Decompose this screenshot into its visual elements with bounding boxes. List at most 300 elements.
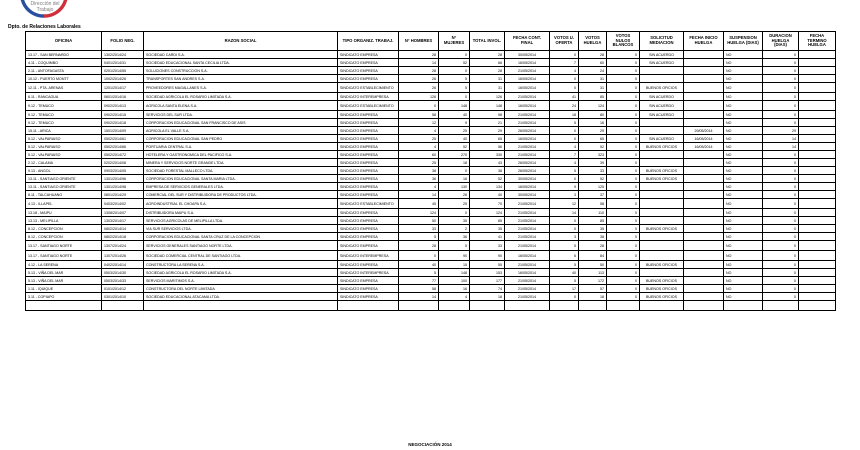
table-cell: 30/05/2014 <box>505 191 550 199</box>
table-row <box>26 159 836 167</box>
table-cell: 12 <box>550 199 579 209</box>
table-cell: 28 <box>399 241 439 251</box>
table-row <box>26 119 836 127</box>
table-cell: NO <box>724 293 763 301</box>
table-cell: 0 <box>550 175 579 183</box>
table-cell: BUENOS OFICIOS <box>640 175 684 183</box>
table-cell: 0902/2014/13 <box>102 101 144 111</box>
table-cell: 21/05/2014 <box>505 199 550 209</box>
table-cell: 52 <box>579 143 607 151</box>
empty-table-row <box>26 301 836 311</box>
table-cell: BUENOS OFICIOS <box>640 225 684 233</box>
table-cell: 5 <box>550 167 579 175</box>
table-cell: SINDICATO EMPRESA <box>338 183 399 191</box>
table-cell: 50 <box>399 217 439 225</box>
table-cell <box>640 191 684 199</box>
empty-cell <box>470 301 505 311</box>
table-cell: SOCIEDAD COMERCIAL CENTRAL DE SANTIAGO LTDA. <box>144 251 338 261</box>
table-cell: 15 <box>439 261 470 269</box>
table-cell <box>684 241 724 251</box>
table-cell: 0 <box>607 175 640 183</box>
table-cell: 28 <box>579 51 607 59</box>
table-cell: 21/05/2014 <box>505 261 550 269</box>
table-cell: AGRICOLA EL VALLE S.A. <box>144 127 338 135</box>
table-row <box>26 135 836 143</box>
table-cell <box>640 127 684 135</box>
table-row <box>26 183 836 191</box>
table-cell: COMERCIAL DEL SUR Y DISTRIBUIDORA DE PRODUCTOS LTDA. <box>144 191 338 199</box>
table-cell: 0 <box>439 167 470 175</box>
table-cell <box>799 293 836 301</box>
table-cell: SINDICATO EMPRESA <box>338 67 399 75</box>
table-cell: 0 <box>763 241 799 251</box>
table-cell <box>684 217 724 225</box>
table-cell: NO <box>724 101 763 111</box>
column-header: FECHA TERMINO HUELGA <box>799 32 836 51</box>
empty-cell <box>684 301 724 311</box>
table-cell: 5 <box>439 83 470 93</box>
table-cell: NO <box>724 241 763 251</box>
table-cell: SINDICATO EMPRESA <box>338 119 399 127</box>
table-cell: CONSTRUCTORA DEL NORTE LIMITADA <box>144 285 338 293</box>
table-cell: 0 <box>439 51 470 59</box>
table-cell: 0 <box>607 135 640 143</box>
table-cell: NO <box>724 183 763 191</box>
table-cell <box>684 293 724 301</box>
empty-cell <box>144 301 338 311</box>
table-cell: 21 <box>470 119 505 127</box>
empty-cell <box>607 301 640 311</box>
table-cell: 177 <box>470 277 505 285</box>
table-cell: 84 <box>579 251 607 261</box>
table-cell: 26/05/2014 <box>505 127 550 135</box>
table-cell: SINDICATO INTEREMPRESA <box>338 93 399 101</box>
table-cell: SIN ACUERDO <box>640 111 684 119</box>
table-cell: 5 <box>550 241 579 251</box>
table-cell: 0 <box>763 93 799 101</box>
table-cell: SINDICATO EMPRESA <box>338 59 399 67</box>
table-cell: 113 <box>579 269 607 277</box>
table-cell: NO <box>724 159 763 167</box>
table-cell: 0 <box>763 175 799 183</box>
table-cell: SINDICATO EMPRESA <box>338 285 399 293</box>
table-cell: 21/05/2014 <box>505 209 550 217</box>
table-cell: 0503/2014/33 <box>102 277 144 285</box>
table-cell: 98 <box>470 111 505 119</box>
table-cell <box>684 93 724 101</box>
table-cell <box>684 111 724 119</box>
table-cell: 28 <box>470 51 505 59</box>
table-cell: SINDICATO EMPRESA <box>338 209 399 217</box>
table-cell: SINDICATO EMPRESA <box>338 241 399 251</box>
table-cell: 85 <box>579 217 607 225</box>
table-cell: 5.12 - VALPARAISO <box>26 151 102 159</box>
table-cell <box>799 111 836 119</box>
column-header: FOLIO NEG. <box>102 32 144 51</box>
table-row <box>26 251 836 261</box>
table-cell: 0 <box>607 209 640 217</box>
table-cell: SINDICATO EMPRESA <box>338 127 399 135</box>
table-cell: 4 <box>399 127 439 135</box>
table-cell: 0 <box>763 191 799 199</box>
table-cell: 60 <box>579 59 607 67</box>
table-cell <box>640 151 684 159</box>
column-header: SUSPENSION HUELGA (DIAS) <box>724 32 763 51</box>
table-cell: 270 <box>439 151 470 159</box>
table-cell <box>684 159 724 167</box>
table-cell <box>640 75 684 83</box>
table-cell: 28 <box>470 67 505 75</box>
table-cell: 0 <box>607 217 640 225</box>
table-cell: NO <box>724 51 763 59</box>
table-cell: 0 <box>607 93 640 101</box>
table-cell: 80 <box>579 111 607 119</box>
table-cell: 40 <box>399 261 439 269</box>
table-cell: 0101/2014/12 <box>102 285 144 293</box>
table-cell: 0 <box>763 51 799 59</box>
table-cell <box>684 175 724 183</box>
table-cell: 36 <box>439 233 470 241</box>
table-cell: 31 <box>579 75 607 83</box>
table-cell <box>799 175 836 183</box>
table-cell: 18 <box>579 293 607 301</box>
table-cell: 14 <box>763 135 799 143</box>
table-cell: 0 <box>763 151 799 159</box>
table-cell <box>799 135 836 143</box>
table-cell: 126 <box>399 93 439 101</box>
table-cell <box>640 209 684 217</box>
table-cell <box>640 269 684 277</box>
table-row <box>26 67 836 75</box>
table-cell: 125 <box>579 183 607 191</box>
table-cell: 21/05/2014 <box>505 93 550 101</box>
table-row <box>26 285 836 293</box>
table-cell <box>799 233 836 241</box>
table-cell: 1301/2014/96 <box>102 175 144 183</box>
table-cell: 4 <box>550 159 579 167</box>
table-cell: 1307/2014/24 <box>102 241 144 251</box>
table-cell: 29/05/2014 <box>684 127 724 135</box>
table-cell: 0 <box>607 285 640 293</box>
column-header: TOTAL INVOL. <box>470 32 505 51</box>
table-row <box>26 225 836 233</box>
table-cell: 29 <box>579 127 607 135</box>
table-cell <box>640 159 684 167</box>
negotiations-table <box>25 31 836 311</box>
table-cell: NO <box>724 119 763 127</box>
table-cell: NO <box>724 59 763 67</box>
table-cell: 70 <box>470 199 505 209</box>
table-cell <box>799 277 836 285</box>
table-cell <box>799 191 836 199</box>
table-cell <box>684 233 724 241</box>
table-cell: 0 <box>550 83 579 93</box>
table-cell: 148 <box>439 269 470 277</box>
table-cell: 0 <box>763 277 799 285</box>
table-cell: 0 <box>763 209 799 217</box>
table-cell <box>799 119 836 127</box>
table-cell: 0 <box>607 75 640 83</box>
table-cell: 21/05/2014 <box>505 285 550 293</box>
table-cell <box>799 143 836 151</box>
table-cell: NO <box>724 67 763 75</box>
table-cell: 41 <box>550 93 579 101</box>
table-cell: SOCIEDAD FORESTAL MALLECO LTDA. <box>144 167 338 175</box>
table-cell <box>799 285 836 293</box>
table-cell: 0902/2014/18 <box>102 119 144 127</box>
table-cell: 1.11 - IQUIQUE <box>26 285 102 293</box>
table-cell <box>684 261 724 269</box>
table-cell: 5.13 - VIÑA DEL MAR <box>26 277 102 285</box>
table-cell: 1303/2014/17 <box>102 217 144 225</box>
table-cell: 85 <box>579 93 607 101</box>
table-cell <box>799 59 836 67</box>
table-cell: 0503/2014/30 <box>102 269 144 277</box>
table-cell: 0201/2014/55 <box>102 67 144 75</box>
table-row <box>26 151 836 159</box>
table-cell: PROVEEDORES MAGALLANES S.A. <box>144 83 338 93</box>
table-cell <box>799 151 836 159</box>
table-cell: 0802/2014/18 <box>102 233 144 241</box>
table-cell <box>640 241 684 251</box>
table-cell: NO <box>724 251 763 261</box>
table-cell: 90 <box>439 251 470 261</box>
table-cell <box>684 75 724 83</box>
table-row <box>26 175 836 183</box>
table-cell: NO <box>724 285 763 293</box>
table-cell: 35 <box>470 225 505 233</box>
table-cell: 13.17 - SANTIAGO NORTE <box>26 251 102 261</box>
table-cell: NO <box>724 217 763 225</box>
table-cell: 0 <box>763 167 799 175</box>
column-header: VOTOS U. OFERTA <box>550 32 579 51</box>
table-cell: SERVICIOS AGRICOLAS DE MELIPILLA LTDA. <box>144 217 338 225</box>
table-cell: 6.11 - RANCAGUA <box>26 93 102 101</box>
table-cell <box>684 269 724 277</box>
table-cell: NO <box>724 75 763 83</box>
table-cell <box>640 217 684 225</box>
table-cell: NO <box>724 93 763 101</box>
table-cell <box>799 167 836 175</box>
empty-cell <box>579 301 607 311</box>
table-cell: 0 <box>763 83 799 93</box>
table-cell: 0502/2014/72 <box>102 151 144 159</box>
column-header: VOTOS NULOS BLANCOS <box>607 32 640 51</box>
column-header: FECHA INICIO HUELGA <box>684 32 724 51</box>
table-body <box>26 51 836 311</box>
table-cell: 0 <box>763 67 799 75</box>
table-cell: 35 <box>439 217 470 225</box>
table-cell: 0903/2014/05 <box>102 167 144 175</box>
table-cell: NO <box>724 233 763 241</box>
table-cell: EMPRESA DE SERVICIOS GENERALES LTDA. <box>144 183 338 191</box>
table-cell: BUENOS OFICIOS <box>640 293 684 301</box>
table-cell: 124 <box>470 209 505 217</box>
table-cell: NO <box>724 269 763 277</box>
table-row <box>26 269 836 277</box>
table-cell: 0802/2014/14 <box>102 225 144 233</box>
table-cell: 37 <box>579 191 607 199</box>
table-cell: 52 <box>439 143 470 151</box>
table-cell: 0601/2014/16 <box>102 93 144 101</box>
table-cell: CORPORACION EDUCACIONAL SANTA MARIA LTDA. <box>144 175 338 183</box>
table-cell: 14 <box>763 143 799 151</box>
table-cell: CONSTRUCTORA LA SERENA S.A. <box>144 261 338 269</box>
table-cell: 9.12 - TEMUCO <box>26 101 102 111</box>
empty-cell <box>399 301 439 311</box>
table-cell: 25 <box>399 159 439 167</box>
table-cell: 148 <box>470 101 505 111</box>
table-cell <box>799 93 836 101</box>
empty-cell <box>26 301 102 311</box>
table-cell <box>799 261 836 269</box>
table-cell: 4 <box>399 143 439 151</box>
table-cell: 21/05/2014 <box>505 151 550 159</box>
table-cell: 0 <box>607 51 640 59</box>
table-cell: NO <box>724 191 763 199</box>
table-cell: 3.11 - COPIAPO <box>26 293 102 301</box>
table-cell: 38 <box>399 167 439 175</box>
table-cell: SINDICATO EMPRESA <box>338 261 399 269</box>
table-cell: 2.11 - ANTOFAGASTA <box>26 67 102 75</box>
table-cell: PORTUARIA CENTRAL S.A. <box>144 143 338 151</box>
table-cell: 16 <box>579 119 607 127</box>
table-cell: 4 <box>550 143 579 151</box>
table-cell: 2 <box>439 225 470 233</box>
table-cell: 52 <box>470 175 505 183</box>
table-cell: 33 <box>470 241 505 251</box>
table-cell: 38 <box>470 167 505 175</box>
table-cell <box>684 67 724 75</box>
empty-cell <box>439 301 470 311</box>
table-cell: 0 <box>607 83 640 93</box>
column-header: SOLICITUD MEDIACION <box>640 32 684 51</box>
table-cell: SOCIEDAD EDUCACIONAL ATACAMA LTDA. <box>144 293 338 301</box>
table-cell: 66 <box>470 59 505 67</box>
table-cell: SERVICIOS MARITIMOS S.A. <box>144 277 338 285</box>
table-cell: SERVICIOS GENERALES SANTIAGO NORTE LTDA. <box>144 241 338 251</box>
table-cell: 1201/2014/17 <box>102 83 144 93</box>
table-cell: 56 <box>470 143 505 151</box>
table-cell: 9 <box>550 183 579 191</box>
table-cell: 16/05/2014 <box>505 183 550 191</box>
table-cell: 3 <box>550 191 579 199</box>
department-title: Dpto. de Relaciones Laborales <box>8 24 81 30</box>
table-row <box>26 51 836 59</box>
table-cell: 1501/2014/09 <box>102 127 144 135</box>
table-cell: 1301/2014/98 <box>102 183 144 191</box>
table-cell: SINDICATO EMPRESA <box>338 143 399 151</box>
table-cell: AGROINDUSTRIAL EL CHOAPA S.A. <box>144 199 338 209</box>
table-cell: 0 <box>763 59 799 67</box>
table-cell: 41 <box>470 233 505 241</box>
table-row <box>26 93 836 101</box>
table-row <box>26 191 836 199</box>
table-cell <box>799 127 836 135</box>
table-cell: 0 <box>607 251 640 261</box>
table-cell: 0 <box>607 261 640 269</box>
table-cell: 33 <box>579 167 607 175</box>
table-cell <box>799 209 836 217</box>
table-cell: 2.12 - CALAMA <box>26 159 102 167</box>
table-cell: 16/05/2014 <box>505 83 550 93</box>
table-cell <box>799 217 836 225</box>
table-cell: 4 <box>399 183 439 191</box>
table-cell: 14 <box>550 209 579 217</box>
table-cell: 55 <box>470 261 505 269</box>
table-cell: 58 <box>399 111 439 119</box>
table-cell: 12 <box>399 119 439 127</box>
table-cell <box>684 251 724 261</box>
table-cell: 0 <box>763 159 799 167</box>
table-cell: 330 <box>470 151 505 159</box>
table-cell: 7 <box>550 151 579 159</box>
table-cell: 65 <box>579 135 607 143</box>
table-cell: BUENOS OFICIOS <box>640 261 684 269</box>
table-cell: 90 <box>470 251 505 261</box>
table-cell: SINDICATO EMPRESA <box>338 191 399 199</box>
table-cell: 43 <box>470 159 505 167</box>
empty-cell <box>724 301 763 311</box>
table-cell: 31 <box>470 83 505 93</box>
table-cell: 30/05/2014 <box>505 175 550 183</box>
table-cell: 0 <box>607 67 640 75</box>
table-cell: 21/05/2014 <box>505 217 550 225</box>
table-cell: 0 <box>763 233 799 241</box>
table-cell: 0 <box>763 285 799 293</box>
table-cell: 9 <box>439 119 470 127</box>
table-row <box>26 101 836 111</box>
table-cell <box>684 191 724 199</box>
table-cell: 172 <box>579 277 607 285</box>
table-cell: 8.12 - CONCEPCION <box>26 225 102 233</box>
table-cell: SINDICATO EMPRESA <box>338 159 399 167</box>
table-cell: MINERA Y SERVICIOS NORTE GRANDE LTDA. <box>144 159 338 167</box>
table-cell: 40 <box>439 135 470 143</box>
empty-cell <box>102 301 144 311</box>
table-cell: SIN ACUERDO <box>640 135 684 143</box>
table-row <box>26 217 836 225</box>
table-row <box>26 261 836 269</box>
table-cell: 58 <box>399 285 439 293</box>
table-cell: 4 <box>439 293 470 301</box>
table-cell: SINDICATO EMPRESA <box>338 225 399 233</box>
table-cell: SINDICATO EMPRESA <box>338 151 399 159</box>
table-cell: BUENOS OFICIOS <box>640 143 684 151</box>
table-cell <box>640 199 684 209</box>
table-cell: NO <box>724 209 763 217</box>
table-cell: 4 <box>550 67 579 75</box>
table-cell: 21/05/2014 <box>505 293 550 301</box>
table-cell <box>684 277 724 285</box>
table-cell: 0 <box>550 217 579 225</box>
table-cell: 0 <box>607 269 640 277</box>
empty-cell <box>550 301 579 311</box>
table-row <box>26 241 836 251</box>
table-cell: 21/05/2014 <box>505 241 550 251</box>
table-cell <box>799 251 836 261</box>
table-cell: 14 <box>399 293 439 301</box>
table-cell: 0502/2014/66 <box>102 143 144 151</box>
table-cell <box>799 75 836 83</box>
table-cell: 21/05/2014 <box>505 67 550 75</box>
table-cell: 9.12 - TEMUCO <box>26 111 102 119</box>
table-cell: AGRICOLA SANTA ELENA S.A. <box>144 101 338 111</box>
table-cell: 21/05/2014 <box>505 119 550 127</box>
table-cell: SOLUCIONES CONSTRUCCION S.A. <box>144 67 338 75</box>
table-cell: 0 <box>763 75 799 83</box>
table-cell <box>684 83 724 93</box>
